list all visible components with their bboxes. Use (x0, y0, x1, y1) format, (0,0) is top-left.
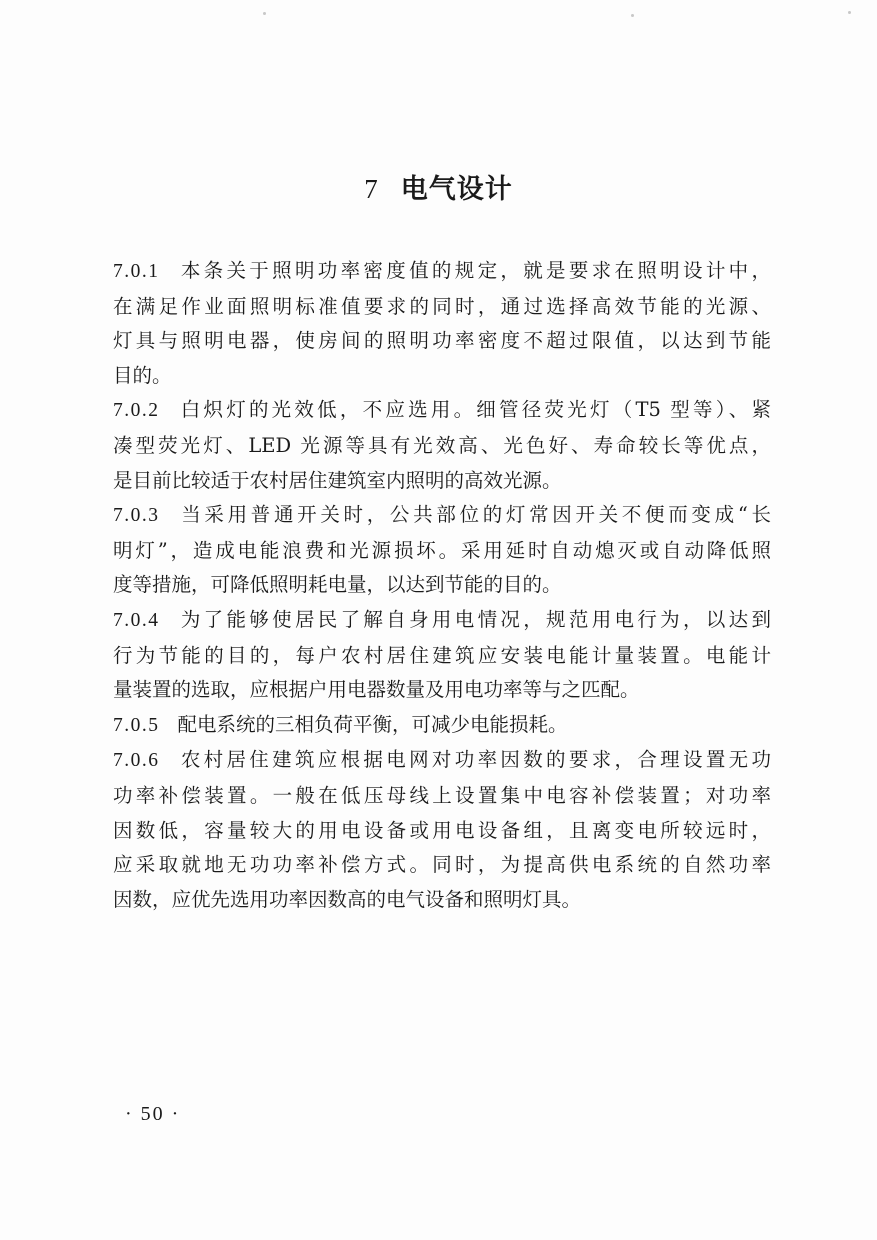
clause (113, 498, 771, 603)
clause-first-line (113, 743, 771, 779)
clause-first-line (113, 708, 771, 744)
clause-number: 7.0.5 (113, 714, 160, 736)
clause-list (113, 254, 771, 917)
clause-text: 本条关于照明功率密度值的规定，就是要求在照明设计中， (177, 259, 771, 282)
clause-text: 配电系统的三相负荷平衡，可减少电能损耗。 (177, 712, 568, 736)
clause-first-line (113, 498, 771, 534)
clause-line: 因数低，容量较大的用电设备或用电设备组，且离变电所较远时， (113, 818, 771, 842)
clause-text: 白炽灯的光效低，不应选用。细管径荧光灯（T5 型等）、紧 (177, 398, 771, 422)
clause-line: 在满足作业面照明标准值要求的同时，通过选择高效节能的光源、 (113, 294, 771, 318)
clause-line: 凑型荧光灯、LED 光源等具有光效高、光色好、寿命较长等优点， (113, 433, 771, 457)
page-number: · 50 · (125, 1103, 181, 1125)
chapter-title: 电气设计 (400, 174, 513, 205)
clause-line: 是目前比较适于农村居住建筑室内照明的高效光源。 (113, 468, 562, 492)
clause (113, 603, 771, 708)
clause (113, 254, 771, 393)
clause-line: 量装置的选取，应根据户用电器数量及用电功率等与之匹配。 (113, 678, 640, 702)
scan-speck (631, 14, 634, 17)
clause-first-line (113, 603, 771, 639)
clause-line: 功率补偿装置。一般在低压母线上设置集中电容补偿装置；对功率 (113, 783, 771, 807)
clause-number: 7.0.2 (113, 400, 160, 422)
clause-line: 度等措施，可降低照明耗电量，以达到节能的目的。 (113, 573, 562, 597)
clause-line: 目的。 (113, 363, 172, 387)
clause-first-line (113, 254, 771, 290)
scan-speck (263, 12, 266, 15)
clause-number: 7.0.6 (113, 750, 160, 772)
clause-line: 行为节能的目的，每户农村居住建筑应安装电能计量装置。电能计 (113, 643, 771, 667)
clause (113, 393, 771, 498)
clause-line: 因数，应优先选用功率因数高的电气设备和照明灯具。 (113, 887, 582, 911)
clause-line: 应采取就地无功功率补偿方式。同时，为提高供电系统的自然功率 (113, 853, 771, 877)
clause (113, 743, 771, 917)
clause-text: 农村居住建筑应根据电网对功率因数的要求，合理设置无功 (177, 748, 771, 772)
clause-text: 为了能够使居民了解自身用电情况，规范用电行为，以达到 (177, 607, 771, 631)
scan-speck (848, 11, 851, 14)
clause-line: 灯具与照明电器，使房间的照明功率密度不超过限值，以达到节能 (113, 329, 771, 353)
clause-number: 7.0.4 (113, 609, 160, 631)
clause-number: 7.0.1 (113, 261, 160, 282)
clause-line: 明灯”，造成电能浪费和光源损坏。采用延时自动熄灭或自动降低照 (113, 538, 771, 562)
clause-text: 当采用普通开关时，公共部位的灯常因开关不便而变成“长 (177, 503, 771, 527)
clause-first-line (113, 393, 771, 429)
clause (113, 708, 771, 744)
clause-number: 7.0.3 (113, 505, 160, 527)
chapter-number: 7 (364, 174, 379, 204)
chapter-heading (0, 167, 877, 206)
